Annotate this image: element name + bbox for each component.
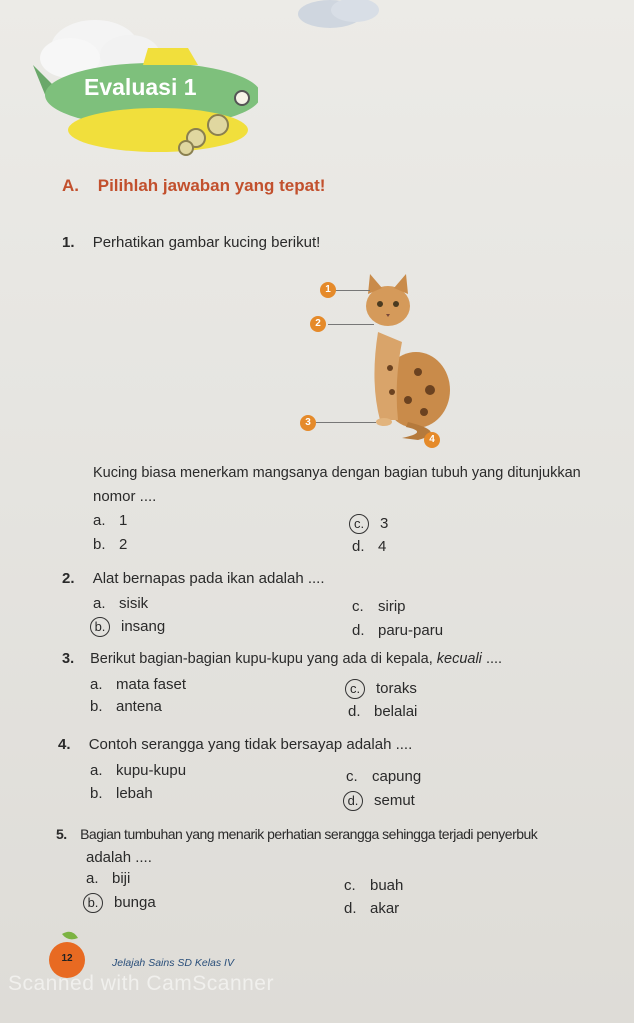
option-5b[interactable]: b. bunga: [86, 893, 156, 913]
question-emphasis: kecuali: [436, 651, 482, 667]
option-2c[interactable]: c. sirip: [352, 598, 406, 615]
watermark: Scanned with CamScanner: [8, 972, 274, 995]
question-number: 3.: [62, 651, 75, 667]
question-text: Bagian tumbuhan yang menarik perhatian serangga sehingga terjadi penyerbuk: [80, 826, 538, 842]
answer-circle: b.: [90, 617, 110, 637]
question-number: 1.: [62, 234, 75, 251]
question-text-end: ....: [485, 651, 503, 667]
option-4a[interactable]: a. kupu-kupu: [90, 762, 187, 779]
page-number: 12: [61, 953, 73, 964]
label-3-line: [316, 422, 376, 423]
question-5: [56, 826, 537, 842]
section-title: Pilihlah jawaban yang tepat!: [97, 176, 326, 195]
option-3b[interactable]: b. antena: [90, 698, 162, 715]
question-2: [62, 570, 325, 587]
question-4: [58, 736, 412, 753]
section-heading: [62, 176, 325, 196]
option-1b[interactable]: b. 2: [93, 536, 128, 553]
question-number: 5.: [56, 826, 67, 842]
cat-image: [298, 272, 468, 452]
question-5-text-2: adalah ....: [86, 849, 152, 866]
option-2b[interactable]: b. insang: [93, 617, 165, 637]
question-1: [62, 234, 320, 251]
question-text: Alat bernapas pada ikan adalah ....: [92, 570, 325, 587]
label-2-line: [328, 324, 374, 325]
option-2d[interactable]: d. paru-paru: [352, 622, 444, 639]
question-text: Contoh serangga yang tidak bersayap adalah ....: [88, 736, 413, 753]
question-number: 2.: [62, 570, 75, 587]
option-5d[interactable]: d. akar: [344, 900, 400, 917]
book-title: Jelajah Sains SD Kelas IV: [112, 957, 234, 969]
question-1-text-3: nomor ....: [93, 488, 157, 505]
evaluasi-header: [28, 40, 258, 160]
label-1-badge: 1: [320, 282, 336, 298]
label-3-badge: 3: [300, 415, 316, 431]
option-1a[interactable]: a. 1: [93, 512, 128, 529]
answer-circle: b.: [83, 893, 103, 913]
option-4b[interactable]: b. lebah: [90, 785, 153, 802]
option-3a[interactable]: a. mata faset: [90, 676, 187, 693]
question-number: 4.: [58, 736, 71, 753]
option-3d[interactable]: d. belalai: [348, 703, 418, 720]
option-3c[interactable]: c. toraks: [348, 679, 417, 699]
answer-circle: c.: [349, 514, 369, 534]
question-text: Perhatikan gambar kucing berikut!: [92, 234, 321, 251]
page-title: Evaluasi 1: [84, 74, 197, 100]
section-letter: A.: [62, 176, 79, 195]
answer-circle: c.: [345, 679, 365, 699]
option-4d[interactable]: d. semut: [346, 791, 415, 811]
cat-illustration: [298, 272, 468, 452]
option-1d[interactable]: d. 4: [352, 538, 387, 555]
option-1c[interactable]: c. 3: [352, 514, 388, 534]
label-2-badge: 2: [310, 316, 326, 332]
option-2a[interactable]: a. sisik: [93, 595, 149, 612]
answer-circle: d.: [343, 791, 363, 811]
question-3: [62, 651, 502, 667]
option-5a[interactable]: a. biji: [86, 870, 131, 887]
option-5c[interactable]: c. buah: [344, 877, 404, 894]
label-1-line: [334, 290, 370, 291]
label-4-badge: 4: [424, 432, 440, 448]
question-1-text-2: Kucing biasa menerkam mangsanya dengan bagian tubuh yang ditunjukkan: [93, 465, 581, 481]
option-4c[interactable]: c. capung: [346, 768, 422, 785]
question-text: Berikut bagian-bagian kupu-kupu yang ada di kepala,: [90, 651, 433, 667]
